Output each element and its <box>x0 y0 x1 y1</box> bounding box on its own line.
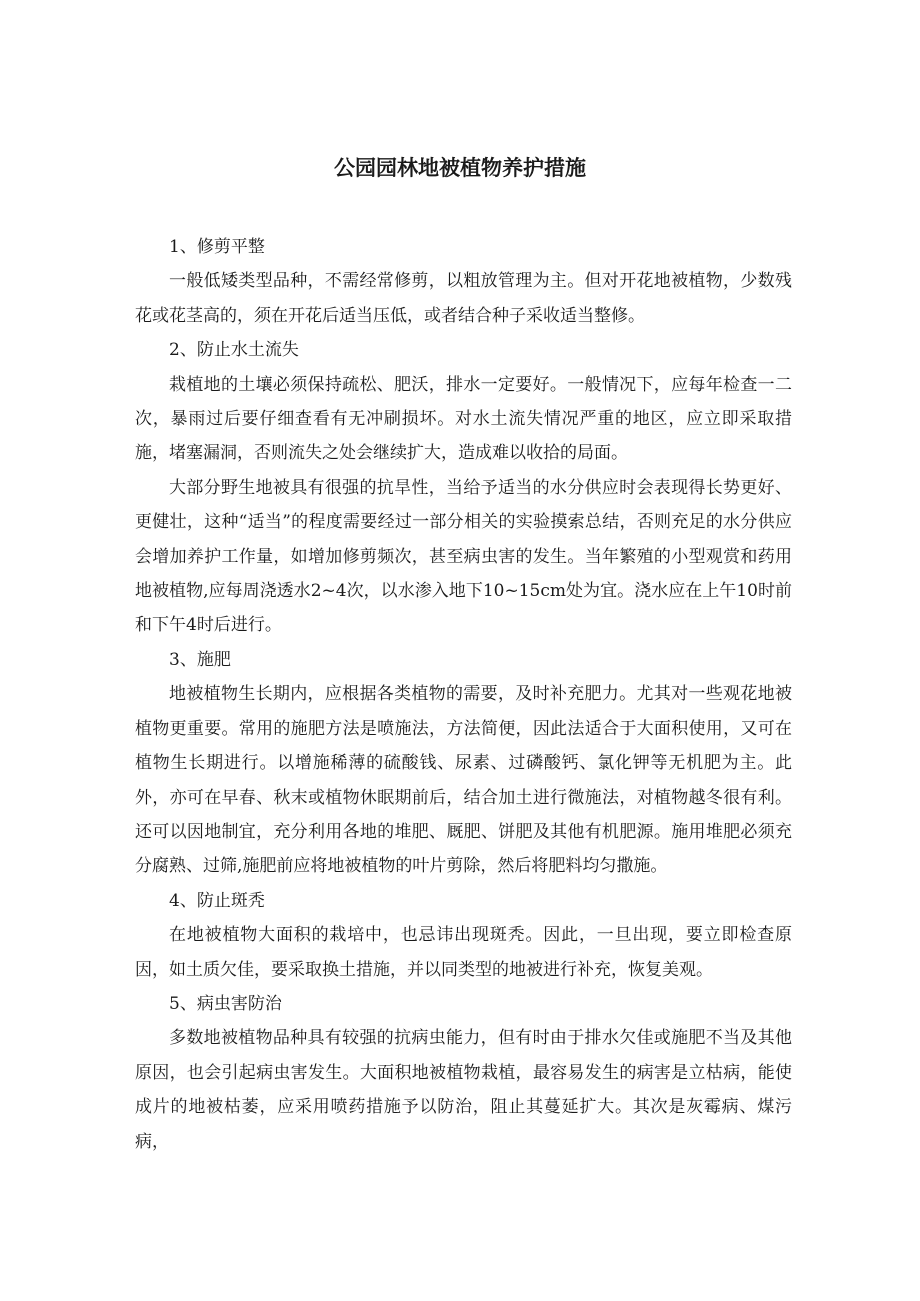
section-heading-trimming: 1、修剪平整 <box>169 237 265 257</box>
section-heading-fertilizing: 3、施肥 <box>169 649 231 670</box>
section-heading-bald-patches: 4、防止斑秃 <box>169 890 265 911</box>
paragraph: 大部分野生地被具有很强的抗旱性，当给予适当的水分供应时会表现得长势更好、更健壮，这种“适当”的程度需要经过一部分相关的实验摸索总结，否则充足的水分供应会增加养护工作量，如增加修剪频次，甚至病虫害的发生。当年繁殖的小型观赏和药用地被植物,应每周浇透水2~4次，以水渗入地下10~15cm处为宜。浇水应在上午10时前和下午4时后进行。 <box>135 477 792 636</box>
paragraph: 栽植地的土壤必须保持疏松、肥沃，排水一定要好。一般情况下，应每年检查一二次，暴雨过后要仔细查看有无冲刷损坏。对水土流失情况严重的地区，应立即采取措施，堵塞漏洞，否则流失之处会继续扩大，造成难以收拾的局面。 <box>135 374 792 464</box>
document-body <box>135 230 792 1159</box>
section-heading-soil-erosion: 2、防止水土流失 <box>169 340 299 361</box>
paragraph: 一般低矮类型品种，不需经常修剪，以粗放管理为主。但对开花地被植物，少数残花或花茎高的，须在开花后适当压低，或者结合种子采收适当整修。 <box>135 271 792 326</box>
document-title: 公园园林地被植物养护措施 <box>334 156 586 180</box>
paragraph: 地被植物生长期内，应根据各类植物的需要，及时补充肥力。尤其对一些观花地被植物更重要。常用的施肥方法是喷施法，方法简便，因此法适合于大面积使用，又可在植物生长期进行。以增施稀薄的硫酸钱、尿素、过磷酸钙、氯化钾等无机肥为主。此外，亦可在早春、秋末或植物休眠期前后，结合加土进行微施法，对植物越冬很有利。还可以因地制宜，充分利用各地的堆肥、厩肥、饼肥及其他有机肥源。施用堆肥必须充分腐熟、过筛,施肥前应将地被植物的叶片剪除，然后将肥料均匀撒施。 <box>135 684 792 877</box>
paragraph: 多数地被植物品种具有较强的抗病虫能力，但有时由于排水欠佳或施肥不当及其他原因，也会引起病虫害发生。大面积地被植物栽植，最容易发生的病害是立枯病，能使成片的地被枯萎，应采用喷药措施予以防治，阻止其蔓延扩大。其次是灰霉病、煤污病， <box>135 1028 792 1152</box>
paragraph: 在地被植物大面积的栽培中，也忌讳出现斑秃。因此，一旦出现，要立即检查原因，如土质欠佳，要采取换土措施，并以同类型的地被进行补充，恢复美观。 <box>135 925 792 980</box>
section-heading-pest-control: 5、病虫害防治 <box>169 993 282 1014</box>
